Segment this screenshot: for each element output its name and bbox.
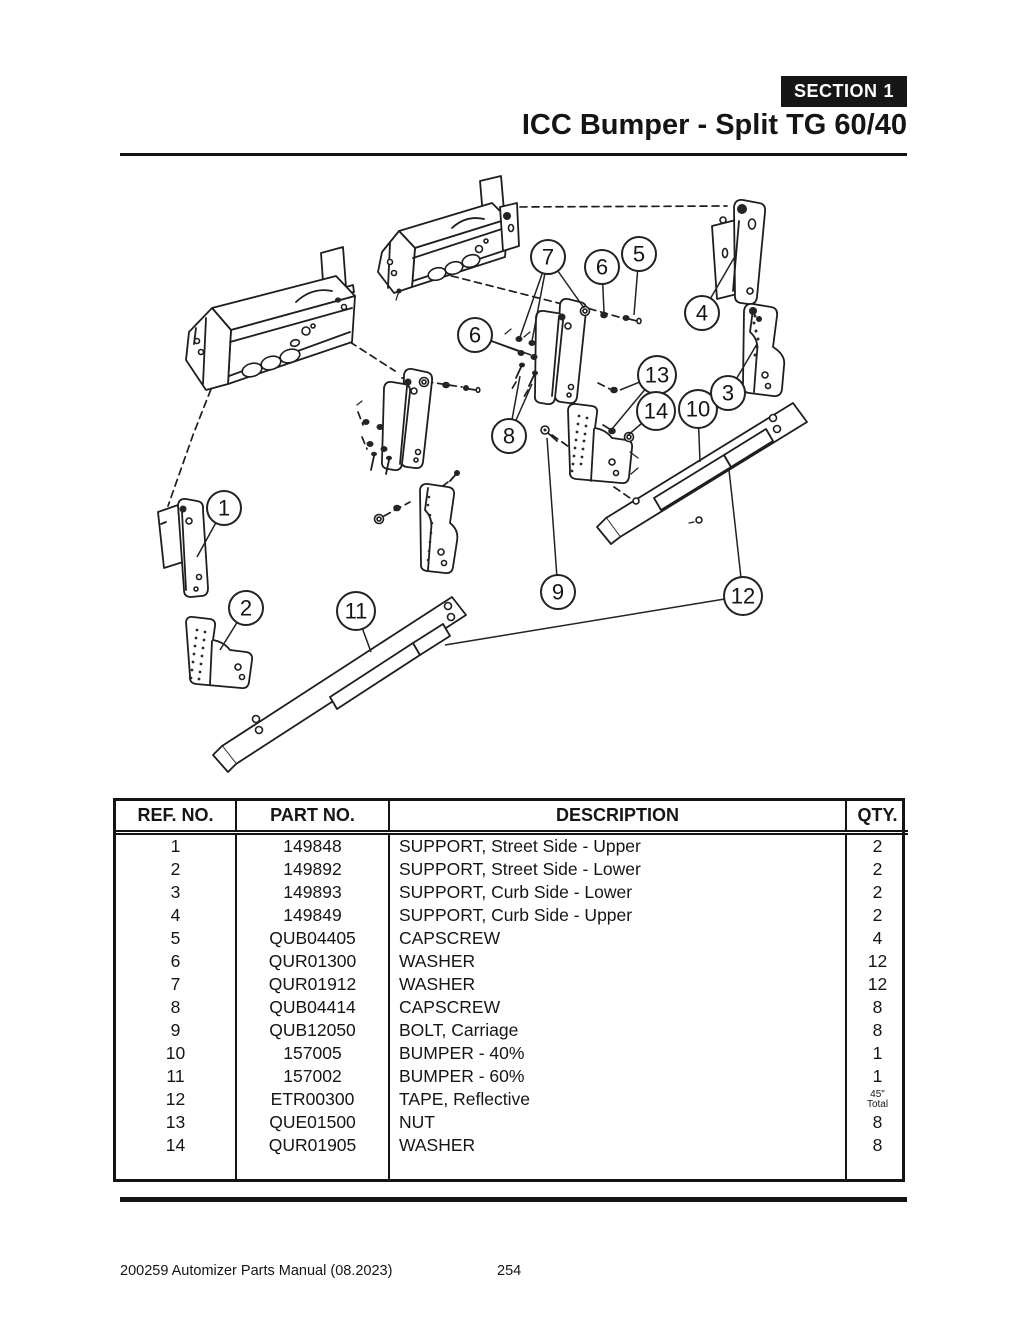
cell-ref-no: 9 — [116, 1019, 236, 1042]
crossmember-street-side — [186, 247, 355, 390]
bottom-rule — [120, 1197, 907, 1202]
cell-part-no: 157005 — [236, 1042, 389, 1065]
cell-part-no: 149848 — [236, 833, 389, 859]
cell-ref-no: 5 — [116, 927, 236, 950]
callout-14 — [637, 392, 675, 430]
cell-description: SUPPORT, Street Side - Lower — [389, 858, 846, 881]
cell-ref-no: 3 — [116, 881, 236, 904]
cell-qty: 2 — [872, 882, 883, 902]
svg-text:6: 6 — [595, 254, 609, 280]
cell-ref-no: 1 — [116, 833, 236, 859]
cell-qty: 8 — [872, 1135, 883, 1155]
table-row — [116, 858, 908, 881]
cell-description: CAPSCREW — [389, 996, 846, 1019]
svg-text:6: 6 — [468, 322, 482, 348]
callout-6 — [458, 318, 492, 352]
table-row — [116, 1019, 908, 1042]
callout-8 — [492, 419, 526, 453]
filler-cell — [116, 1157, 236, 1179]
cell-qty: 8 — [872, 1112, 883, 1132]
cell-ref-no: 14 — [116, 1134, 236, 1157]
svg-text:2: 2 — [239, 595, 253, 621]
svg-text:7: 7 — [541, 244, 555, 270]
table-row — [116, 1111, 908, 1134]
cell-qty: 12 — [867, 974, 888, 994]
callout-6 — [585, 250, 619, 284]
cell-ref-no: 11 — [116, 1065, 236, 1088]
callout-13 — [638, 356, 676, 394]
cell-ref-no: 12 — [116, 1088, 236, 1111]
callout-1 — [207, 491, 241, 525]
support-street-upper — [158, 499, 208, 597]
callout-11 — [337, 592, 375, 630]
svg-text:1: 1 — [217, 495, 231, 521]
table-row — [116, 833, 908, 859]
support-centerleft-lower — [420, 484, 457, 573]
cell-part-no: 149849 — [236, 904, 389, 927]
table-header-row — [116, 801, 908, 833]
cell-part-no: QUR01905 — [236, 1134, 389, 1157]
cell-description: BUMPER - 60% — [389, 1065, 846, 1088]
cell-qty: 1 — [872, 1066, 883, 1086]
cell-description: SUPPORT, Street Side - Upper — [389, 833, 846, 859]
table-row — [116, 1134, 908, 1157]
cell-description: WASHER — [389, 973, 846, 996]
callout-12 — [724, 577, 762, 615]
cell-ref-no: 2 — [116, 858, 236, 881]
filler-cell — [389, 1157, 846, 1179]
cell-description: SUPPORT, Curb Side - Lower — [389, 881, 846, 904]
cell-part-no: 157002 — [236, 1065, 389, 1088]
crossmember-curb-side — [378, 176, 519, 300]
cell-description: NUT — [389, 1111, 846, 1134]
table-row — [116, 996, 908, 1019]
svg-text:10: 10 — [685, 396, 711, 422]
svg-text:3: 3 — [721, 380, 735, 406]
col-header-qty: QTY. — [846, 801, 908, 833]
callout-leader-line — [445, 596, 743, 645]
support-street-lower-perforated — [186, 617, 252, 688]
parts-table-body — [116, 833, 908, 1180]
svg-text:12: 12 — [730, 583, 756, 609]
col-header-desc: DESCRIPTION — [389, 801, 846, 833]
svg-text:8: 8 — [502, 423, 516, 449]
footer-manual-ref: 200259 Automizer Parts Manual (08.2023) — [120, 1263, 393, 1279]
table-row — [116, 927, 908, 950]
svg-text:14: 14 — [643, 398, 669, 424]
table-row — [116, 973, 908, 996]
cell-description: WASHER — [389, 950, 846, 973]
callout-7 — [531, 240, 565, 274]
cell-part-no: ETR00300 — [236, 1088, 389, 1111]
cell-part-no: 149893 — [236, 881, 389, 904]
cell-qty: 1 — [872, 1043, 883, 1063]
cell-qty: 2 — [872, 905, 883, 925]
svg-text:9: 9 — [551, 579, 565, 605]
cell-part-no: QUR01300 — [236, 950, 389, 973]
callout-5 — [622, 237, 656, 271]
table-row — [116, 950, 908, 973]
svg-text:5: 5 — [632, 241, 646, 267]
cell-description: BOLT, Carriage — [389, 1019, 846, 1042]
callout-4 — [685, 296, 719, 330]
callout-leader-line — [547, 438, 558, 592]
svg-text:13: 13 — [644, 362, 670, 388]
cell-description: WASHER — [389, 1134, 846, 1157]
cell-ref-no: 13 — [116, 1111, 236, 1134]
svg-text:11: 11 — [344, 598, 368, 624]
cell-ref-no: 10 — [116, 1042, 236, 1065]
cell-part-no: QUR01912 — [236, 973, 389, 996]
col-header-part: PART NO. — [236, 801, 389, 833]
cell-qty: 12 — [867, 951, 888, 971]
col-header-ref: REF. NO. — [116, 801, 236, 833]
cell-part-no: 149892 — [236, 858, 389, 881]
cell-qty: 2 — [872, 836, 883, 856]
cell-ref-no: 7 — [116, 973, 236, 996]
cell-part-no: QUB04405 — [236, 927, 389, 950]
cell-qty: 2 — [872, 859, 883, 879]
support-curb-lower — [743, 304, 784, 396]
callout-3 — [711, 376, 745, 410]
section-number: 1 — [883, 81, 894, 101]
cell-qty: 8 — [872, 1020, 883, 1040]
cell-qty: 45" Total — [866, 1088, 889, 1110]
filler-cell — [846, 1157, 908, 1179]
cell-qty: 8 — [872, 997, 883, 1017]
cell-ref-no: 6 — [116, 950, 236, 973]
table-row — [116, 1065, 908, 1088]
table-row — [116, 904, 908, 927]
parts-table — [113, 798, 905, 1182]
cell-description: TAPE, Reflective — [389, 1088, 846, 1111]
table-row — [116, 1088, 908, 1111]
footer-page-number: 254 — [497, 1263, 522, 1279]
page-title: ICC Bumper - Split TG 60/40 — [521, 109, 907, 141]
table-row — [116, 881, 908, 904]
svg-text:4: 4 — [695, 300, 709, 326]
cell-description: SUPPORT, Curb Side - Upper — [389, 904, 846, 927]
cell-description: BUMPER - 40% — [389, 1042, 846, 1065]
cell-part-no: QUB04414 — [236, 996, 389, 1019]
table-filler-row — [116, 1157, 908, 1179]
cell-part-no: QUE01500 — [236, 1111, 389, 1134]
cell-description: CAPSCREW — [389, 927, 846, 950]
cell-part-no: QUB12050 — [236, 1019, 389, 1042]
callout-9 — [541, 575, 575, 609]
cell-ref-no: 4 — [116, 904, 236, 927]
table-row — [116, 1042, 908, 1065]
cell-ref-no: 8 — [116, 996, 236, 1019]
filler-cell — [236, 1157, 389, 1179]
section-label: SECTION — [794, 81, 878, 101]
support-center-upper — [535, 299, 586, 404]
cell-qty: 4 — [872, 928, 883, 948]
callout-2 — [229, 591, 263, 625]
